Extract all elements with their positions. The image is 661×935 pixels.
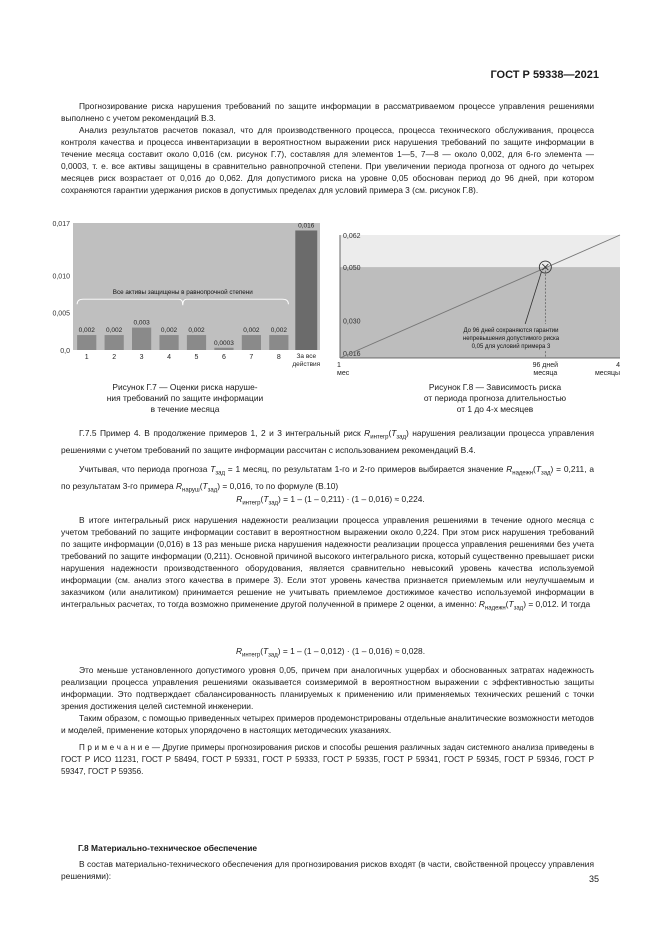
y-tick-label: 0,0 bbox=[60, 348, 70, 355]
text: = 0,016, то по формуле (В.10) bbox=[222, 480, 339, 491]
x-tick-unit: месяцы bbox=[594, 370, 620, 377]
bar bbox=[214, 348, 233, 350]
text: = 1 – (1 – 0,211) · (1 – 0,016) ≈ 0,224. bbox=[283, 494, 425, 504]
subscript: зад bbox=[215, 470, 225, 477]
bar bbox=[159, 335, 178, 350]
y-tick-label: 0,062 bbox=[343, 233, 361, 240]
symbol: R bbox=[506, 464, 513, 474]
formula-2: $R_{интегр}(T_{зад}) = 1 - (1 - 0,012) \cdot (1 - 0,016) \approx 0,028$. bbox=[235, 646, 426, 659]
y-tick-label: 0,017 bbox=[52, 221, 70, 228]
y-tick-label: 0,005 bbox=[52, 310, 70, 318]
paragraph-2: Анализ результатов расчетов показал, что для производственного процесса, процесса технического обслуживания, процесса контроля качества и процесса инвентаризации в вероятностном выражении риск нарушения требований по защите информации в течение месяца составит около 0,016 (см. рисунок Г.7), составляя для элементов 1—5, 7—8 — около 0,002, для 6-го элемента — 0,0003, т. е. все активы защищены в сравнительно равнопрочной степени. При увеличении периода прогноза от одного до четырех месяцев риск возрастает от 0,016 до 0,062. Для допустимого риска на уровне 0,05 обоснован период до 96 дней, при котором сохраняются гарантии удержания рисков в допустимых пределах для условий примера 3 (см. рисунок Г.8). bbox=[61, 125, 594, 195]
subscript: зад bbox=[540, 470, 551, 477]
bar bbox=[187, 335, 206, 350]
x-tick-label: 5 bbox=[194, 354, 199, 361]
x-tick-label: 6 bbox=[221, 354, 226, 361]
paragraph-example-4: Г.7.5 Пример 4. В продолжение примеров 1, 2 и 3 интегральный риск $R_{интегр}(T_{зад})$ нарушения реализации процесса управления решениями с учетом требований по защите информации рассчитан с использованием рекомендаций В.4. bbox=[61, 428, 595, 455]
x-tick-label: действия bbox=[292, 361, 321, 368]
caption-line: ния требований по защите информации bbox=[106, 393, 264, 403]
data-label: 0,003 bbox=[133, 319, 150, 327]
bar bbox=[242, 335, 261, 350]
bar bbox=[77, 335, 96, 350]
figure-8-caption bbox=[380, 382, 610, 415]
x-tick-label: 2 bbox=[112, 354, 117, 361]
figure-7-caption bbox=[70, 382, 300, 415]
symbol: T bbox=[210, 464, 216, 474]
x-tick-label: 8 bbox=[276, 354, 281, 361]
page-number: 35 bbox=[588, 874, 599, 884]
subscript: зад bbox=[268, 500, 279, 507]
subscript: наруш bbox=[182, 487, 200, 494]
symbol: R bbox=[364, 428, 371, 438]
x-tick-label: 7 bbox=[249, 354, 254, 361]
caption-line: от периода прогноза длительностью bbox=[423, 393, 567, 403]
data-label: 0,016 bbox=[298, 222, 315, 230]
x-tick-label: 96 дней bbox=[532, 362, 559, 369]
data-label: 0,002 bbox=[188, 327, 205, 335]
x-tick-unit: месяца bbox=[533, 370, 558, 377]
paragraph-7: Таким образом, с помощью приведенных четырех примеров продемонстрированы отдельные аналитические возможности методов и моделей, применение которых упорядочено в настоящих методических указаниях. bbox=[61, 713, 594, 735]
document-code: ГОСТ Р 59338—2021 bbox=[490, 69, 599, 81]
caption-line: Рисунок Г.8 — Зависимость риска bbox=[428, 382, 562, 392]
x-tick-label: 1 bbox=[337, 362, 341, 369]
x-tick-label: 4 bbox=[616, 362, 620, 369]
y-tick-label: 0,050 bbox=[343, 265, 361, 273]
subscript: надежн bbox=[512, 470, 534, 477]
text: нарушения реализации процесса управления решениями с учетом требований по защите информации рассчитан с использованием рекомендаций В.4. bbox=[61, 428, 595, 455]
x-tick-label: 4 bbox=[167, 354, 172, 361]
paragraph-result: В итоге интегральный риск нарушения надежности реализации процесса управления решениями в течение одного месяца с учетом требований по защите информации составит в вероятностном выражении около 0,224. При этом риск нарушения требований по защите информации (0,016) в 13 раз меньше риска нарушения надежности реализации процесса управления решениями без учета требований по защите информации (0,211). Основной причиной высокого интегрального риска, который существенно превышает риски нарушения надежности производственного оборудования, является сравнительно невысокий уровень качества используемой информации (см. анализ этого качества в примере 3). Если этот уровень качества признается приемлемым или неулучшаемым и заказчиком (или аналитиком) принимается решение не учитывать приемлемое достижимое качество используемой информации в интегральных расчетах, то тогда возможно применение другой полученной в примере 2 оценки, а именно: $R_{надежн}(T_{зад}) = 0,012$. И тогда bbox=[61, 515, 594, 612]
subscript: интегр bbox=[242, 500, 261, 507]
symbol: R bbox=[478, 599, 485, 609]
caption-line: от 1 до 4-х месяцев bbox=[456, 404, 534, 414]
formula-1: $R_{интегр}(T_{зад}) = 1 - (1 - 0,211) \cdot (1 - 0,016) \approx 0,224$. bbox=[236, 494, 425, 507]
caption-line: в течение месяца bbox=[150, 404, 220, 414]
text: = 1 – (1 – 0,012) · (1 – 0,016) ≈ 0,028. bbox=[282, 646, 426, 656]
subscript: зад bbox=[268, 652, 278, 659]
data-label: 0,0003 bbox=[213, 339, 234, 347]
text: = 0,012. И тогда bbox=[528, 599, 591, 609]
paragraph-1: Прогнозирование риска нарушения требований по защите информации в рассматриваемом процессе управления решениями выполнено с учетом рекомендаций В.3. bbox=[61, 101, 594, 123]
data-label: 0,002 bbox=[78, 327, 95, 335]
x-tick-label: 3 bbox=[139, 354, 144, 361]
annotation-text: До 96 дней сохраняются гарантии bbox=[463, 327, 559, 334]
chart-risk-vs-period bbox=[308, 213, 628, 385]
symbol: R bbox=[236, 494, 243, 504]
text: = 1 месяц, по результатам 1-го и 2-го примеров выбирается значение bbox=[227, 464, 504, 474]
data-label: 0,002 bbox=[106, 327, 123, 335]
note-label: П р и м е ч а н и е bbox=[79, 743, 150, 752]
paragraph-forecast: Учитывая, что периода прогноза $T_{зад} = 1$ месяц, по результатам 1-го и 2-го примеров выбирается значение $R_{надежн}(T_{зад}) = 0,211$, а по результатам 3-го примера $R_{наруш}(T_{зад}) = 0,016$, то по формуле (В.10) bbox=[61, 464, 594, 494]
x-tick-label: 1 bbox=[84, 354, 89, 361]
note-text: — Другие примеры прогнозирования рисков и способы решения различных задач системного анализа приведены в ГОСТ Р ИСО 11231, ГОСТ Р 58494, ГОСТ Р 59331, ГОСТ Р 59333, ГОСТ Р 59335, ГОСТ Р 59341, ГОСТ Р 59345, ГОСТ Р 59346, ГОСТ Р 59347, ГОСТ Р 59356. bbox=[61, 743, 595, 776]
y-tick-label: 0,030 bbox=[343, 318, 361, 326]
annotation-text: Все активы защищены в равнопрочной степени bbox=[112, 289, 253, 297]
subscript: надежн bbox=[484, 605, 506, 612]
text: В итоге интегральный риск нарушения надежности реализации процесса управления решениями в течение одного месяца с учетом требований по защите информации составит в вероятностном выражении около 0,224. При этом риск нарушения требований по защите информации (0,016) в 13 раз меньше риска нарушения надежности реализации процесса управления решениями без учета требований по защите информации (0,211). Основной причиной высокого интегрального риска, который существенно превышает риски нарушения надежности производственного оборудования, является сравнительно невысокий уровень качества используемой информации (см. анализ этого качества в примере 3). Если этот уровень качества признается приемлемым или неулучшаемым и заказчиком (или аналитиком) принимается решение не учитывать приемлемое достижимое качество используемой информации в интегральных расчетах, то тогда возможно применение другой полученной в примере 2 оценки, а именно: bbox=[61, 515, 594, 609]
text: Г.7.5 Пример 4. В продолжение примеров 1, 2 и 3 интегральный риск bbox=[79, 428, 361, 438]
subscript: зад bbox=[396, 434, 406, 441]
symbol: T bbox=[391, 428, 397, 438]
symbol: T bbox=[535, 464, 541, 474]
symbol: T bbox=[202, 480, 208, 491]
subscript: зад bbox=[513, 605, 524, 612]
section-heading: Г.8 Материально-техническое обеспечение bbox=[78, 843, 258, 853]
symbol: T bbox=[263, 646, 269, 656]
x-tick-unit: мес bbox=[337, 370, 350, 377]
symbol: T bbox=[508, 599, 514, 609]
y-tick-label: 0,010 bbox=[52, 273, 70, 281]
y-tick-label: 0,016 bbox=[343, 351, 361, 358]
note bbox=[61, 742, 594, 778]
annotation-text: 0,05 для условий примера 3 bbox=[471, 343, 551, 350]
annotation-text: непревышения допустимого риска bbox=[462, 335, 560, 342]
subscript: интегр bbox=[242, 652, 261, 659]
chart-risk-by-element bbox=[28, 213, 328, 378]
paragraph-6: Это меньше установленного допустимого уровня 0,05, причем при аналогичных ущербах и обоснованных затратах надежность реализации процесса управления решениями оказывается соизмеримой в вероятностном выражении с эффективностью защиты информации. Это подтверждает сбалансированность планируемых к применению или применяемых технических решений с точки зрения достижения целей системной инженерии. bbox=[61, 665, 594, 711]
text: Учитывая, что периода прогноза bbox=[79, 464, 208, 474]
bar bbox=[132, 328, 151, 350]
data-label: 0,002 bbox=[243, 327, 260, 335]
text: = 0,211, а по результатам 3-го примера bbox=[61, 464, 594, 491]
caption-line: Рисунок Г.7 — Оценки риска наруше- bbox=[112, 382, 258, 392]
symbol: T bbox=[263, 494, 269, 504]
symbol: R bbox=[235, 646, 242, 656]
acceptable-risk-above-zone bbox=[340, 235, 620, 267]
x-tick-label: За все bbox=[296, 353, 317, 360]
bar bbox=[105, 335, 124, 350]
symbol: R bbox=[175, 480, 182, 491]
subscript: интегр bbox=[370, 434, 389, 441]
data-label: 0,002 bbox=[160, 327, 178, 335]
subscript: зад bbox=[207, 487, 218, 494]
paragraph-8: В состав материально-технического обеспечения для прогнозирования рисков входят (в части, свойственной процессу управления решениями): bbox=[61, 859, 594, 881]
data-label: 0,002 bbox=[270, 327, 287, 335]
bar bbox=[269, 335, 288, 350]
